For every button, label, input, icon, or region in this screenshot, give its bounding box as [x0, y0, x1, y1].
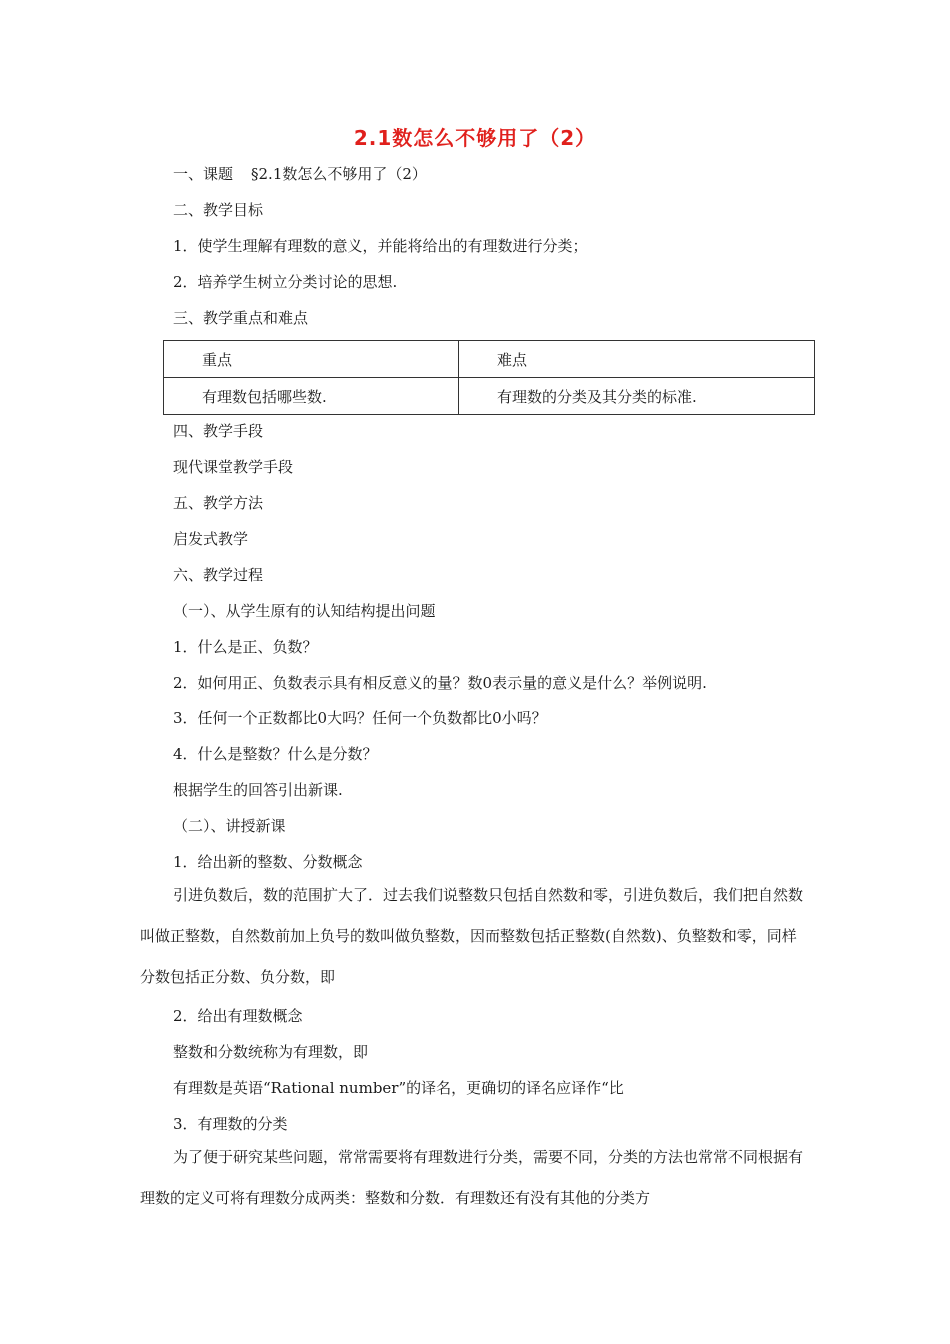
section-means-value: 现代课堂教学手段	[173, 458, 294, 476]
rational-definition: 整数和分数统称为有理数，即	[173, 1043, 369, 1061]
question-item: 2．如何用正、负数表示具有相反意义的量？数0表示量的意义是什么？举例说明.	[173, 674, 707, 692]
table-header-difficult: 难点	[459, 341, 815, 378]
section-topic	[173, 164, 427, 184]
classification-text: 为了便于研究某些问题，常常需要将有理数进行分类，需要不同，分类的方法也常常不同根据有理数的定义可将有理数分成两类：整数和分数．有理数还有没有其他的分类方	[140, 1148, 804, 1207]
section-means-heading: 四、教学手段	[173, 422, 264, 440]
new-concept-heading: 1．给出新的整数、分数概念	[173, 853, 363, 871]
question-item: 1．什么是正、负数？	[173, 638, 318, 656]
rational-etymology: 有理数是英语“Rational number”的译名，更确切的译名应译作“比	[173, 1079, 624, 1097]
section-method-value: 启发式教学	[173, 530, 249, 548]
question-item: 3．任何一个正数都比0大吗？任何一个负数都比0小吗？	[173, 709, 547, 727]
section-topic-label: 一、课题	[173, 165, 234, 183]
section-process-heading: 六、教学过程	[173, 566, 264, 584]
section-goals-heading: 二、教学目标	[173, 201, 264, 219]
classification-heading: 3．有理数的分类	[173, 1115, 288, 1133]
table-header-key: 重点	[164, 341, 459, 378]
section-keypoints-heading: 三、教学重点和难点	[173, 309, 309, 327]
new-concept-text: 引进负数后，数的范围扩大了．过去我们说整数只包括自然数和零，引进负数后，我们把自然数叫做正整数，自然数前加上负号的数叫做负整数，因而整数包括正整数(自然数)、负整数和零，同样分数包括正分数、负分数，即	[140, 886, 804, 986]
rational-concept-heading: 2．给出有理数概念	[173, 1007, 303, 1025]
question-item: 4．什么是整数？什么是分数？	[173, 745, 378, 763]
process-part-1: （一）、从学生原有的认知结构提出问题	[173, 602, 436, 620]
section-topic-value: §2.1数怎么不够用了（2）	[251, 165, 427, 183]
table-cell-difficult: 有理数的分类及其分类的标准.	[459, 378, 815, 415]
lead-in-text: 根据学生的回答引出新课.	[173, 781, 343, 799]
new-concept-paragraph	[140, 875, 810, 998]
keypoints-table	[163, 340, 815, 415]
section-method-heading: 五、教学方法	[173, 494, 264, 512]
table-cell-key: 有理数包括哪些数.	[164, 378, 459, 415]
process-part-2: （二）、讲授新课	[173, 817, 286, 835]
document-title: 2.1数怎么不够用了（2）	[353, 126, 597, 150]
classification-paragraph	[140, 1137, 810, 1219]
goal-item: 1．使学生理解有理数的意义，并能将给出的有理数进行分类；	[173, 237, 588, 255]
goal-item: 2．培养学生树立分类讨论的思想.	[173, 273, 398, 291]
